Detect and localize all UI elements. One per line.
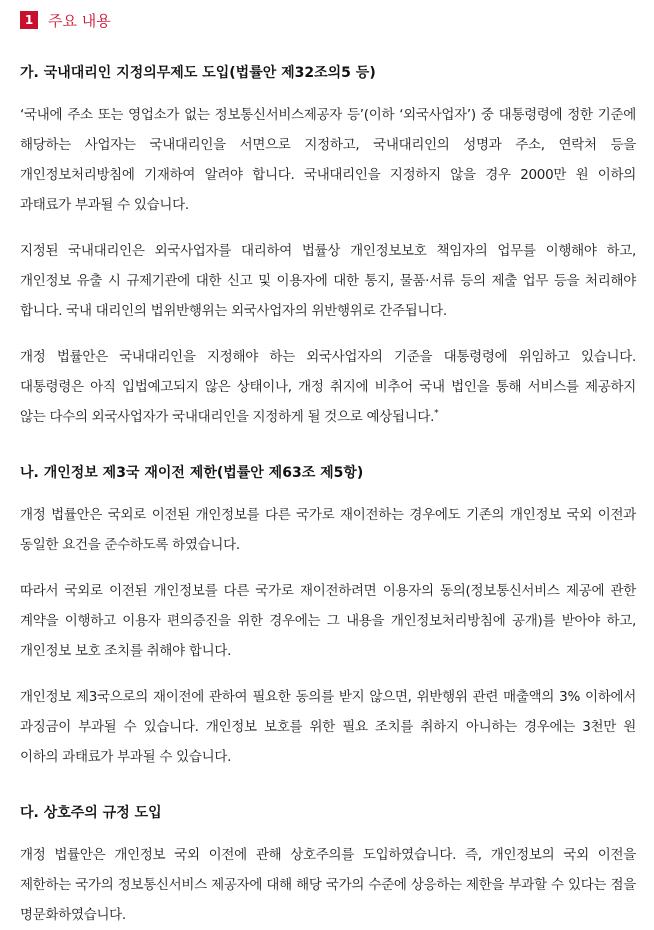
paragraph-a3 <box>20 342 636 432</box>
footnote-mark: * <box>434 408 439 419</box>
subsection-heading-c: 다. 상호주의 규정 도입 <box>20 805 162 821</box>
paragraph-a1: ‘국내에 주소 또는 영업소가 없는 정보통신서비스제공자 등’(이하 ‘외국사업자’) 중 대통령령에 정한 기준에 해당하는 사업자는 국내대리인을 서면으로 지정하고, 국내대리인의 성명과 주소, 연락처 등을 개인정보처리방침에 기재하여 알려야 합니다. 국내대리인을 지정하지 않을 경우 2000만 원 이하의 과태료가 부과될 수 있습니다. <box>20 107 636 213</box>
paragraph-b3: 개인정보 제3국으로의 재이전에 관하여 필요한 동의를 받지 않으면, 위반행위 관련 매출액의 3% 이하에서 과징금이 부과될 수 있습니다. 개인정보 보호를 위한 필요 조치를 취하지 아니하는 경우에는 3천만 원 이하의 과태료가 부과될 수 있습니다. <box>20 689 636 765</box>
paragraph-b1: 개정 법률안은 국외로 이전된 개인정보를 다른 국가로 재이전하는 경우에도 기존의 개인정보 국외 이전과 동일한 요건을 준수하도록 하였습니다. <box>20 507 636 553</box>
paragraph-c1: 개정 법률안은 개인정보 국외 이전에 관해 상호주의를 도입하였습니다. 즉, 개인정보의 국외 이전을 제한하는 국가의 정보통신서비스 제공자에 대해 해당 국가의 수준에 상응하는 제한을 부과할 수 있다는 점을 명문화하였습니다. <box>20 847 636 923</box>
section-header <box>20 10 636 30</box>
subsection-heading-a: 가. 국내대리인 지정의무제도 도입(법률안 제32조의5 등) <box>20 65 376 81</box>
section-number-badge: 1 <box>20 11 38 29</box>
subsection-heading-b: 나. 개인정보 제3국 재이전 제한(법률안 제63조 제5항) <box>20 465 364 481</box>
paragraph-a2: 지정된 국내대리인은 외국사업자를 대리하여 법률상 개인정보보호 책임자의 업무를 이행해야 하고, 개인정보 유출 시 규제기관에 대한 신고 및 이용자에 대한 통지, 물품·서류 등의 제출 업무 등을 처리해야 합니다. 국내 대리인의 법위반행위는 외국사업자의 위반행위로 간주됩니다. <box>20 243 636 319</box>
paragraph-a3-text: 개정 법률안은 국내대리인을 지정해야 하는 외국사업자의 기준을 대통령령에 위임하고 있습니다. 대통령령은 아직 입법예고되지 않은 상태이나, 개정 취지에 비추어 국내 법인을 통해 서비스를 제공하지 않는 다수의 외국사업자가 국내대리인을 지정하게 될 것으로 예상됩니다. <box>20 349 636 425</box>
paragraph-b2: 따라서 국외로 이전된 개인정보를 다른 국가로 재이전하려면 이용자의 동의(정보통신서비스 제공에 관한 계약을 이행하고 이용자 편의증진을 위한 경우에는 그 내용을 개인정보처리방침에 공개)를 받아야 하고, 개인정보 보호 조치를 취해야 합니다. <box>20 583 636 659</box>
section-title: 주요 내용 <box>48 11 111 30</box>
document-page <box>0 10 654 930</box>
